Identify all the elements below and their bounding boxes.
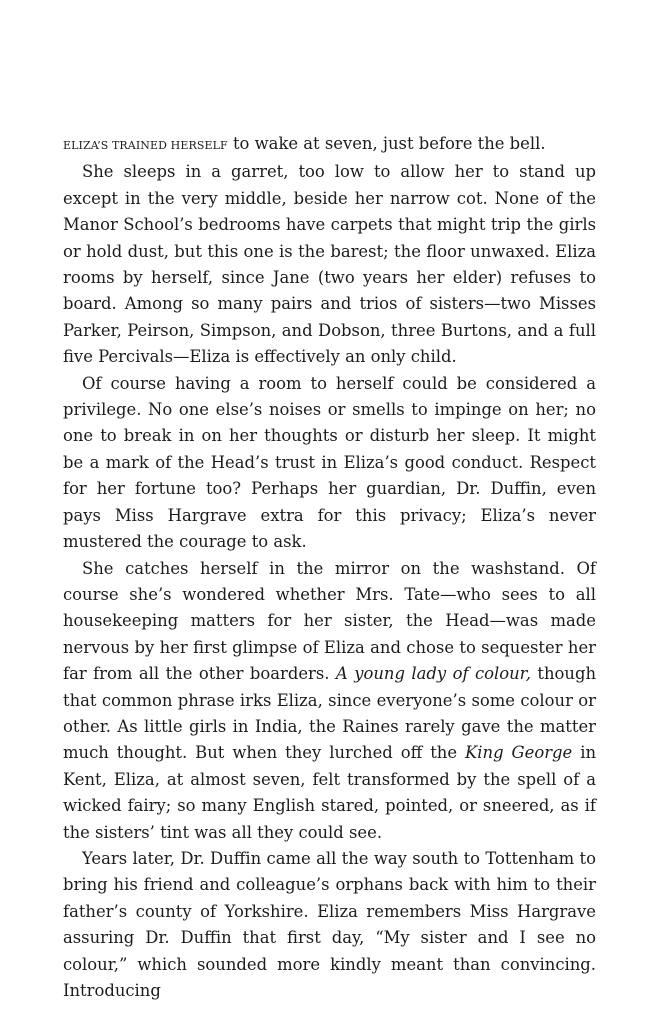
paragraph-opening <box>63 131 596 159</box>
paragraph-mirror <box>63 556 596 846</box>
paragraph-text: in Kent, Eliza, at almost seven, felt transformed by the spell of a wicked fairy; so many English stared, pointed, or sneered, as if the sisters’ tint was all they could see. <box>63 743 596 842</box>
paragraph-text: though that common phrase irks Eliza, since everyone’s some colour or other. As little girls in India, the Raines rarely gave the matter much thought. But when they lurched off the <box>63 664 596 763</box>
italic-phrase: A young lady of colour, <box>335 664 531 684</box>
paragraph-garret: She sleeps in a garret, too low to allow her to stand up except in the very middle, beside her narrow cot. None of the Manor School’s bedrooms have carpets that might trip the girls or hold dust, but this one is the barest; the floor unwaxed. Eliza rooms by herself, since Jane (two years her elder) refuses to board. Among so many pairs and trios of sisters—two Misses Parker, Peirson, Simpson, and Dobson, three Burtons, and a full five Percivals—Eliza is effectively an only child. <box>63 162 596 367</box>
book-page-body <box>63 131 596 1004</box>
ship-name: King George <box>465 743 573 763</box>
paragraph-text: to wake at seven, just before the bell. <box>227 134 546 153</box>
paragraph-text: She catches herself in the mirror on the washstand. Of course she’s wondered whether Mrs. Tate—who sees to all housekeeping matters for her sister, the Head—was made nervous by her first glimpse of Eliza and chose to sequester her far from all the other boarders. <box>63 558 596 684</box>
paragraph-privilege: Of course having a room to herself could be considered a privilege. No one else’s noises or smells to impinge on her; no one to break in on her thoughts or disturb her sleep. It might be a mark of the Head’s trust in Eliza’s good conduct. Respect for her fortune too? Perhaps her guardian, Dr. Duffin, even pays Miss Hargrave extra for this privacy; Eliza’s never mustered the courage to ask. <box>63 373 596 552</box>
paragraph-years-later: Years later, Dr. Duffin came all the way south to Tottenham to bring his friend and colleague’s orphans back with him to their father’s county of Yorkshire. Eliza remembers Miss Hargrave assuring Dr. Duffin that first day, “My sister and I see no colour,” which sounded more kindly meant than convincing. Introducing <box>63 848 596 1000</box>
small-caps-lead-in: ELIZA’S TRAINED HERSELF <box>63 139 228 152</box>
